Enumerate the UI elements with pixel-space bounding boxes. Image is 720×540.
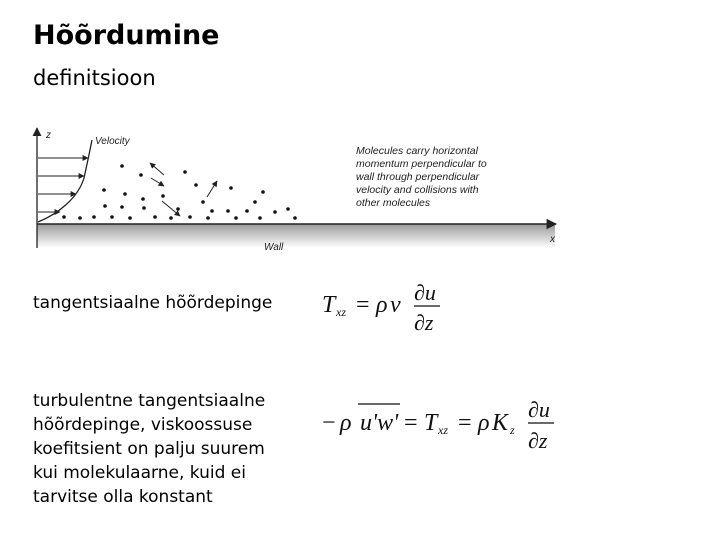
wall-label: Wall bbox=[264, 242, 284, 253]
svg-text:−: − bbox=[322, 410, 336, 436]
svg-text:xz: xz bbox=[336, 305, 346, 319]
slide-subtitle: definitsioon bbox=[33, 66, 156, 90]
turbulent-stress-description: turbulentne tangentsiaalne hõõrdepinge, viskoossuse koefitsient on palju suurem kui molekulaarne, kuid ei tarvitse olla konstant bbox=[33, 391, 266, 507]
svg-text:Molecules carry horizontal: Molecules carry horizontal bbox=[356, 145, 478, 157]
svg-text:u'w': u'w' bbox=[360, 410, 399, 436]
z-axis-label: z bbox=[46, 130, 51, 141]
svg-text:=: = bbox=[404, 410, 418, 436]
velocity-profile-curve bbox=[38, 140, 92, 222]
svg-text:wall through perpendicular: wall through perpendicular bbox=[356, 171, 480, 183]
svg-text:ρ: ρ bbox=[340, 410, 352, 436]
molecule-dots bbox=[62, 164, 297, 220]
svg-text:ν: ν bbox=[390, 292, 401, 318]
velocity-arrows bbox=[38, 158, 88, 212]
svg-text:velocity and collisions with: velocity and collisions with bbox=[356, 184, 479, 196]
slide-title: Hõõrdumine bbox=[33, 20, 220, 51]
tangential-stress-label: tangentsiaalne hõõrdepinge bbox=[33, 293, 273, 313]
figure-caption bbox=[356, 145, 487, 209]
svg-text:∂z: ∂z bbox=[414, 310, 434, 335]
molecular-friction-figure bbox=[0, 0, 720, 260]
x-axis-label: x bbox=[550, 234, 555, 245]
equation-molecular-stress bbox=[318, 276, 448, 338]
svg-text:=: = bbox=[356, 292, 370, 318]
svg-text:xz: xz bbox=[438, 423, 448, 437]
equation-turbulent-stress bbox=[318, 392, 568, 458]
svg-text:z: z bbox=[510, 423, 515, 437]
svg-text:∂u: ∂u bbox=[414, 280, 436, 305]
svg-text:momentum perpendicular to: momentum perpendicular to bbox=[356, 158, 487, 170]
wall-shading bbox=[37, 224, 555, 248]
svg-text:ρ: ρ bbox=[478, 410, 490, 436]
svg-text:K: K bbox=[492, 410, 509, 436]
velocity-label: Velocity bbox=[95, 136, 130, 147]
svg-text:T: T bbox=[322, 292, 336, 318]
svg-text:other molecules: other molecules bbox=[356, 197, 431, 209]
svg-text:ρ: ρ bbox=[376, 292, 388, 318]
svg-text:=: = bbox=[458, 410, 472, 436]
molecule-motion-arrows bbox=[150, 163, 217, 216]
svg-text:T: T bbox=[424, 410, 438, 436]
svg-text:∂u: ∂u bbox=[528, 397, 550, 422]
svg-text:∂z: ∂z bbox=[528, 428, 548, 453]
